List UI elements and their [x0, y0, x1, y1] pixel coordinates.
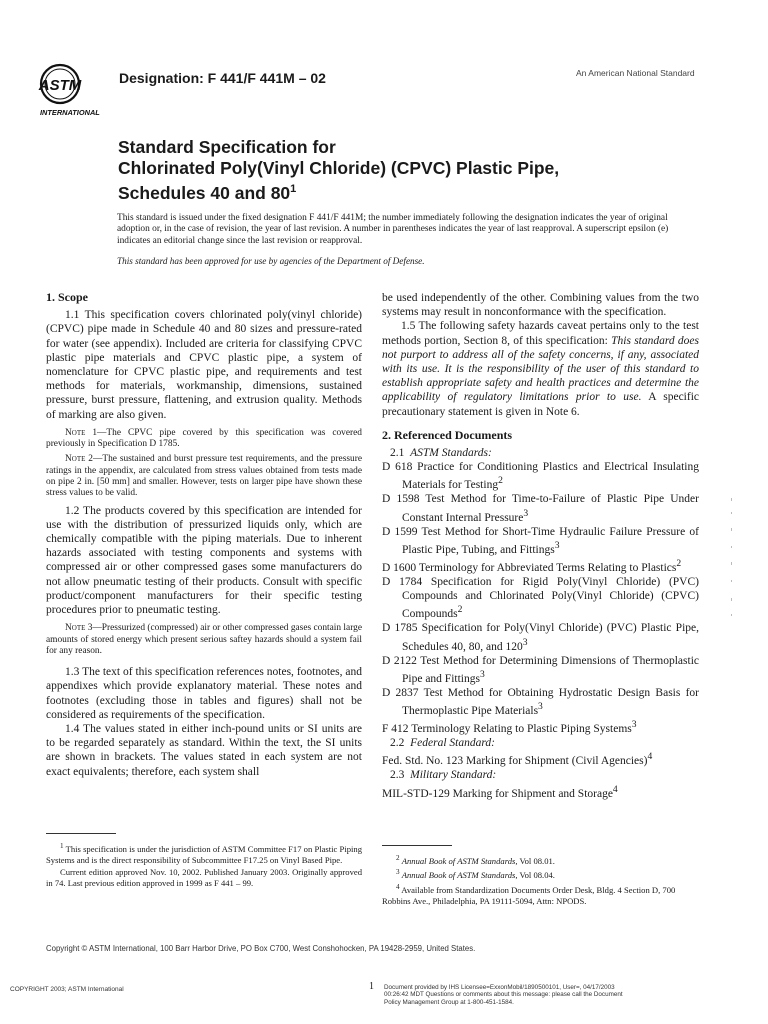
- page-number: 1: [369, 981, 374, 992]
- reference-item: D 1785 Specification for Poly(Vinyl Chloride) (PVC) Plastic Pipe, Schedules 40, 80, and $120^3$: [382, 622, 699, 653]
- footnote-1-edition: Current edition approved Nov. 10, 2002. Published January 2003. Originally approved in 74. Last previous edition approved in 1999 as F 441 – 99.: [46, 866, 362, 889]
- reference-item: D 1599 Test Method for Short-Time Hydraulic Failure Pressure of Plastic Pipe, Tubing, and Fittings$^3$: [382, 525, 699, 556]
- astm-reference-list: [382, 460, 699, 736]
- footnote-3: $^3$ Annual Book of ASTM Standards, Vol 08.04.: [396, 868, 555, 881]
- para-1-2: 1.2 The products covered by this specification are intended for use with the distribution of pressurized liquids only, which are chemically compatible with the piping materials. Due to inherent hazards associated with testing components and systems with compressed air or other compressed gases some manufacturers do not allow pneumatic testing of their products. Consult with specific product/component manufacturers for their specific testing procedures prior to pneumatic testing.: [46, 504, 362, 617]
- footnote-2: $^2$ Annual Book of ASTM Standards, Vol 08.01.: [396, 854, 555, 866]
- reference-item: D 1598 Test Method for Time-to-Failure of Plastic Pipe Under Constant Internal Pressure$^3$: [382, 493, 699, 524]
- reference-item: D 1600 Terminology for Abbreviated Terms Relating to Plastics$^2$: [382, 557, 682, 574]
- para-1-4-continued: be used independently of the other. Combining values from the two systems may result in nonconformance with the specification.: [382, 292, 699, 319]
- copyright-line: Copyright © ASTM International, 100 Barr Harbor Drive, PO Box C700, West Conshohocken, PA 19428-2959, United States.: [46, 944, 476, 953]
- footnotes-right: [382, 853, 699, 907]
- federal-standard-label: 2.2 Federal Standard:: [390, 737, 495, 750]
- military-reference: MIL-STD-129 Marking for Shipment and Storage$^4$: [382, 783, 618, 800]
- license-notice: Document provided by IHS Licensee=ExxonMobil/1890500101, User=, 04/17/2003 00:26:42 MDT Questions or comments about this message: please call the Document Policy Management Group at 1-800-451-1584.: [384, 984, 623, 1006]
- reference-item: D 1784 Specification for Rigid Poly(Vinyl Chloride) (PVC) Compounds and Chlorinated Poly(Vinyl Chloride) (CPVC) Compounds$^2$: [382, 575, 699, 621]
- right-column: [382, 291, 699, 801]
- reference-item: D 2837 Test Method for Obtaining Hydrostatic Design Basis for Thermoplastic Pipe Materials$^3$: [382, 686, 699, 717]
- footnote-1: $^1$ This specification is under the jurisdiction of ASTM Committee F17 on Plastic Piping Systems and is the direct responsibility of Subcommittee F17.25 on Vinyl Based Pipe.: [46, 842, 362, 866]
- note-1: Note 1—The CPVC pipe covered by this specification was covered previously in Specification D 1785.: [46, 427, 362, 450]
- copyright-watermark: COPYRIGHT 2003; ASTM International: [10, 986, 124, 993]
- dod-approval-note: This standard has been approved for use by agencies of the Department of Defense.: [117, 256, 425, 266]
- title-line-2: Chlorinated Poly(Vinyl Chloride) (CPVC) Plastic Pipe,: [118, 158, 560, 178]
- referenced-documents-heading: 2. Referenced Documents: [382, 427, 513, 442]
- reference-item: F 412 Terminology Relating to Plastic Piping Systems$^3$: [382, 719, 637, 735]
- svg-text:ASTM: ASTM: [38, 77, 82, 94]
- logo-international-text: INTERNATIONAL: [40, 108, 100, 117]
- federal-reference: Fed. Std. No. 123 Marking for Shipment (Civil Agencies)$^4$: [382, 751, 653, 768]
- footnote-rule-left: [46, 833, 116, 834]
- american-national-standard-label: An American National Standard: [576, 68, 695, 78]
- astm-logo: [36, 62, 112, 120]
- note-2: Note 2—The sustained and burst pressure test requirements, and the pressure ratings in the appendix, are calculated from stress values obtained from tests made on pipe 2 in. [50 mm] and smaller. However, tests on larger pipe have shown these stress values to be valid.: [46, 454, 362, 499]
- footnote-rule-right: [382, 845, 452, 846]
- issuance-note: This standard is issued under the fixed designation F 441/F 441M; the number immediately following the designation indicates the year of original adoption or, in the case of revision, the year of last revision. A number in parentheses indicates the year of last reapproval. A superscript epsilon (e) indicates an editorial change since the last revision or reapproval.: [117, 213, 669, 246]
- para-1-1: 1.1 This specification covers chlorinated poly(vinyl chloride) (CPVC) pipe made in Schedule 40 and 80 sizes and pressure-rated for water (see appendix). Included are criteria for classifying CPVC plastic pipe materials and CPVC plastic pipe, a system of nomenclature for CPVC plastic pipe, and requirements and test methods for materials, workmanship, dimensions, sustained pressure, burst pressure, flattening, and extrusion quality. Methods of marking are also given.: [46, 309, 362, 421]
- note-3: Note 3—Pressurized (compressed) air or other compressed gases contain large amounts of stored energy which present serious saftey hazards should a system fail for any reason.: [46, 623, 362, 656]
- left-column: [46, 290, 362, 779]
- para-1-3: 1.3 The text of this specification references notes, footnotes, and appendixes which provide explanatory material. These notes and footnotes (excluding those in tables and figures) shall not be considered as requirements of the specification.: [46, 666, 362, 721]
- scope-heading: 1. Scope: [46, 290, 88, 304]
- para-1-4: 1.4 The values stated in either inch-pound units or SI units are to be regarded separately as standard. Within the text, the SI units are shown in brackets. The values stated in each system are not exact equivalents; therefore, each system shall: [46, 722, 362, 778]
- scan-edge-marks: [730, 498, 734, 618]
- astm-standards-label: 2.1 ASTM Standards:: [390, 447, 492, 460]
- title-line-3: Schedules 40 and $80^1$: [118, 182, 297, 203]
- reference-item: D 618 Practice for Conditioning Plastics and Electrical Insulating Materials for Testing$^2$: [382, 461, 699, 492]
- para-1-5: 1.5 The following safety hazards caveat pertains only to the test methods portion, Section 8, of this specification: This standard does not purport to address all of the safety concerns, if any, associated with its use. It is the responsibility of the user of this standard to establish appropriate safety and health practices and determine the applicability of regulatory limitations prior to use. A specific precautionary statement is given in Note 6.: [382, 320, 700, 418]
- footnote-4: $^4$ Available from Standardization Documents Order Desk, Bldg. 4 Section D, 700 Robbins Ave., Philadelphia, PA 19111-5094, Attn: NPODS.: [382, 882, 676, 906]
- designation: Designation: F 441/F 441M – 02: [119, 70, 326, 86]
- document-title: [118, 137, 678, 204]
- title-line-1: Standard Specification for: [118, 137, 336, 157]
- footnotes-left: [46, 841, 362, 889]
- safety-caveat: This standard does not purport to address all of the safety concerns, if any, associated with its use. It is the responsibility of the user of this standard to establish appropriate safety and health practices and determine the applicability of regulatory limitations prior to use.: [382, 334, 700, 404]
- title-footnote-ref: 1: [290, 183, 297, 195]
- reference-item: D 2122 Test Method for Determining Dimensions of Thermoplastic Pipe and Fittings$^3$: [382, 654, 699, 685]
- military-standard-label: 2.3 Military Standard:: [390, 769, 497, 782]
